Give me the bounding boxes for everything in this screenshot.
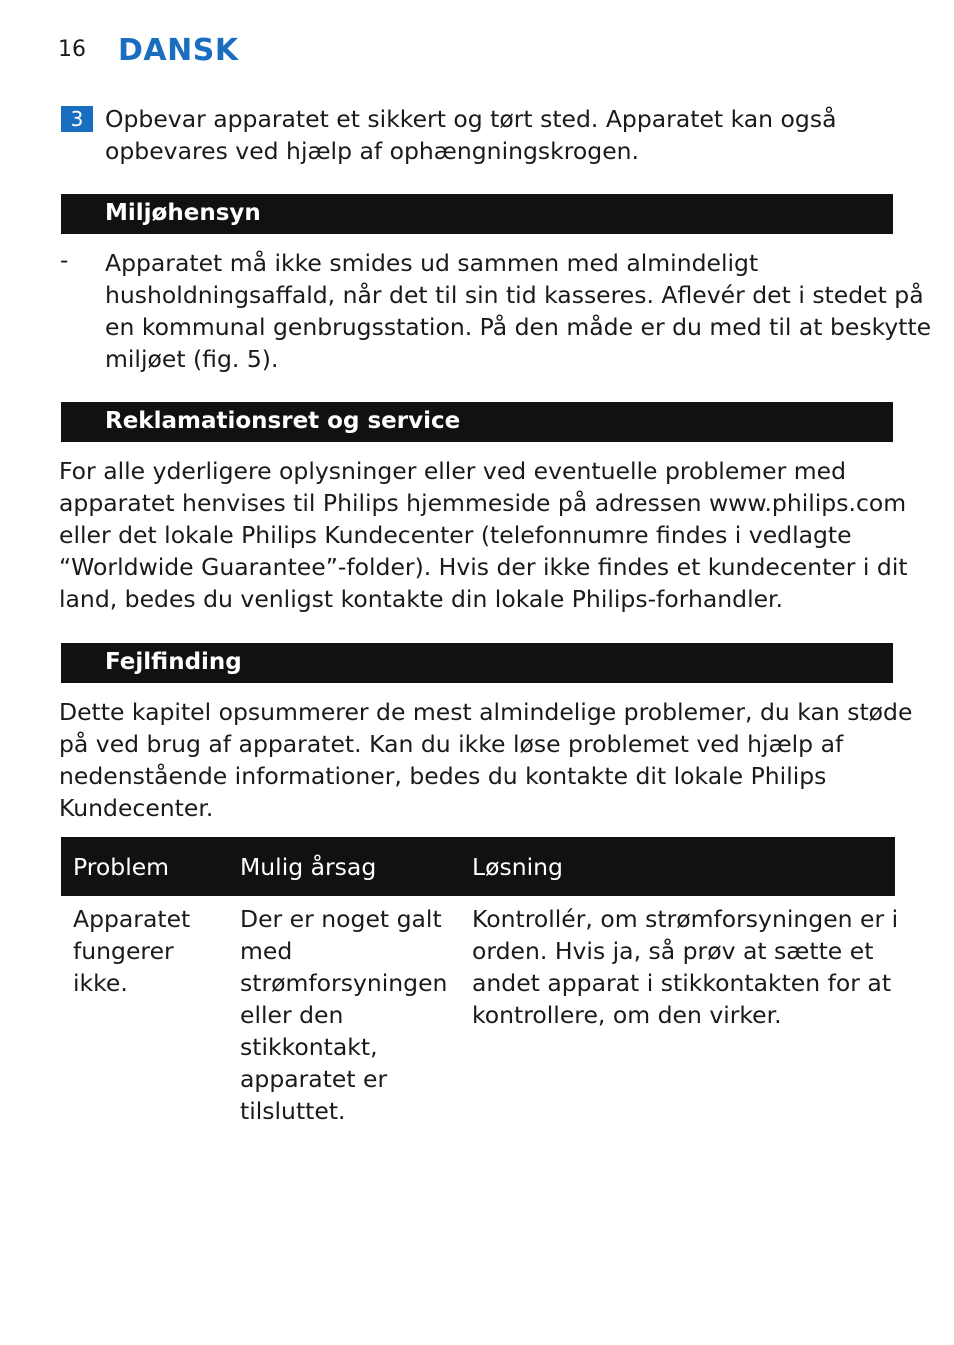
section-heading-environment-label: Miljøhensyn bbox=[105, 200, 261, 226]
section-heading-service bbox=[61, 402, 893, 442]
cell-line: kontrollere, om den virker. bbox=[472, 1001, 782, 1029]
step-line-2: opbevares ved hjælp af ophængningskrogen. bbox=[105, 137, 640, 165]
cell-line: Kontrollér, om strømforsyningen er i bbox=[472, 905, 899, 933]
cell-line: eller den bbox=[240, 1001, 344, 1029]
step-number-badge: 3 bbox=[61, 106, 93, 132]
page-number: 16 bbox=[58, 37, 86, 62]
table-cell-solution bbox=[472, 903, 898, 1031]
paragraph-line: land, bedes du venligst kontakte din lokale Philips-forhandler. bbox=[59, 585, 784, 613]
section-heading-service-label: Reklamationsret og service bbox=[105, 408, 461, 434]
paragraph-line: husholdningsaffald, når det til sin tid kasseres. Aflevér det i stedet på bbox=[105, 281, 924, 309]
section-heading-troubleshooting bbox=[61, 643, 893, 683]
table-header-solution: Løsning bbox=[472, 853, 563, 881]
cell-line: fungerer bbox=[73, 937, 174, 965]
paragraph-line: nedenstående informationer, bedes du kontakte dit lokale Philips bbox=[59, 762, 827, 790]
bullet-dash: - bbox=[60, 248, 69, 274]
philips-website-link[interactable]: www.philips.com bbox=[708, 489, 907, 517]
table-cell-cause bbox=[240, 903, 447, 1127]
paragraph-line: For alle yderligere oplysninger eller ved eventuelle problemer med bbox=[59, 457, 847, 485]
table-header-problem: Problem bbox=[73, 853, 170, 881]
paragraph-line-prefix: apparatet henvises til Philips hjemmeside på adressen bbox=[59, 489, 709, 517]
step-line-1: Opbevar apparatet et sikkert og tørt sted. Apparatet kan også bbox=[105, 105, 837, 133]
paragraph-line: Apparatet må ikke smides ud sammen med almindeligt bbox=[105, 249, 759, 277]
paragraph-line: Dette kapitel opsummerer de mest almindelige problemer, du kan støde bbox=[59, 698, 913, 726]
language-title: DANSK bbox=[118, 33, 239, 68]
troubleshooting-paragraph bbox=[59, 696, 912, 824]
cell-line: stikkontakt, bbox=[240, 1033, 378, 1061]
cell-line: Der er noget galt bbox=[240, 905, 442, 933]
cell-line: andet apparat i stikkontakten for at bbox=[472, 969, 892, 997]
section-heading-environment bbox=[61, 194, 893, 234]
paragraph-line bbox=[59, 487, 908, 519]
table-header-cause: Mulig årsag bbox=[240, 853, 377, 881]
cell-line: Apparatet bbox=[73, 905, 191, 933]
paragraph-line: Kundecenter. bbox=[59, 794, 214, 822]
cell-line: ikke. bbox=[73, 969, 128, 997]
cell-line: orden. Hvis ja, så prøv at sætte et bbox=[472, 937, 874, 965]
section-heading-troubleshooting-label: Fejlfinding bbox=[105, 649, 242, 675]
environment-paragraph bbox=[105, 247, 931, 375]
cell-line: apparatet er bbox=[240, 1065, 388, 1093]
cell-line: med bbox=[240, 937, 293, 965]
step-text bbox=[105, 103, 836, 167]
paragraph-line: miljøet (fig. 5). bbox=[105, 345, 279, 373]
cell-line: strømforsyningen bbox=[240, 969, 448, 997]
service-paragraph bbox=[59, 455, 908, 615]
paragraph-line: på ved brug af apparatet. Kan du ikke løse problemet ved hjælp af bbox=[59, 730, 844, 758]
table-header-row bbox=[61, 837, 895, 896]
paragraph-line: eller det lokale Philips Kundecenter (telefonnumre findes i vedlagte bbox=[59, 521, 852, 549]
table-cell-problem bbox=[73, 903, 190, 999]
paragraph-line: en kommunal genbrugsstation. På den måde er du med til at beskytte bbox=[105, 313, 932, 341]
cell-line: tilsluttet. bbox=[240, 1097, 346, 1125]
paragraph-line: “Worldwide Guarantee”-folder). Hvis der ikke findes et kundecenter i dit bbox=[59, 553, 908, 581]
